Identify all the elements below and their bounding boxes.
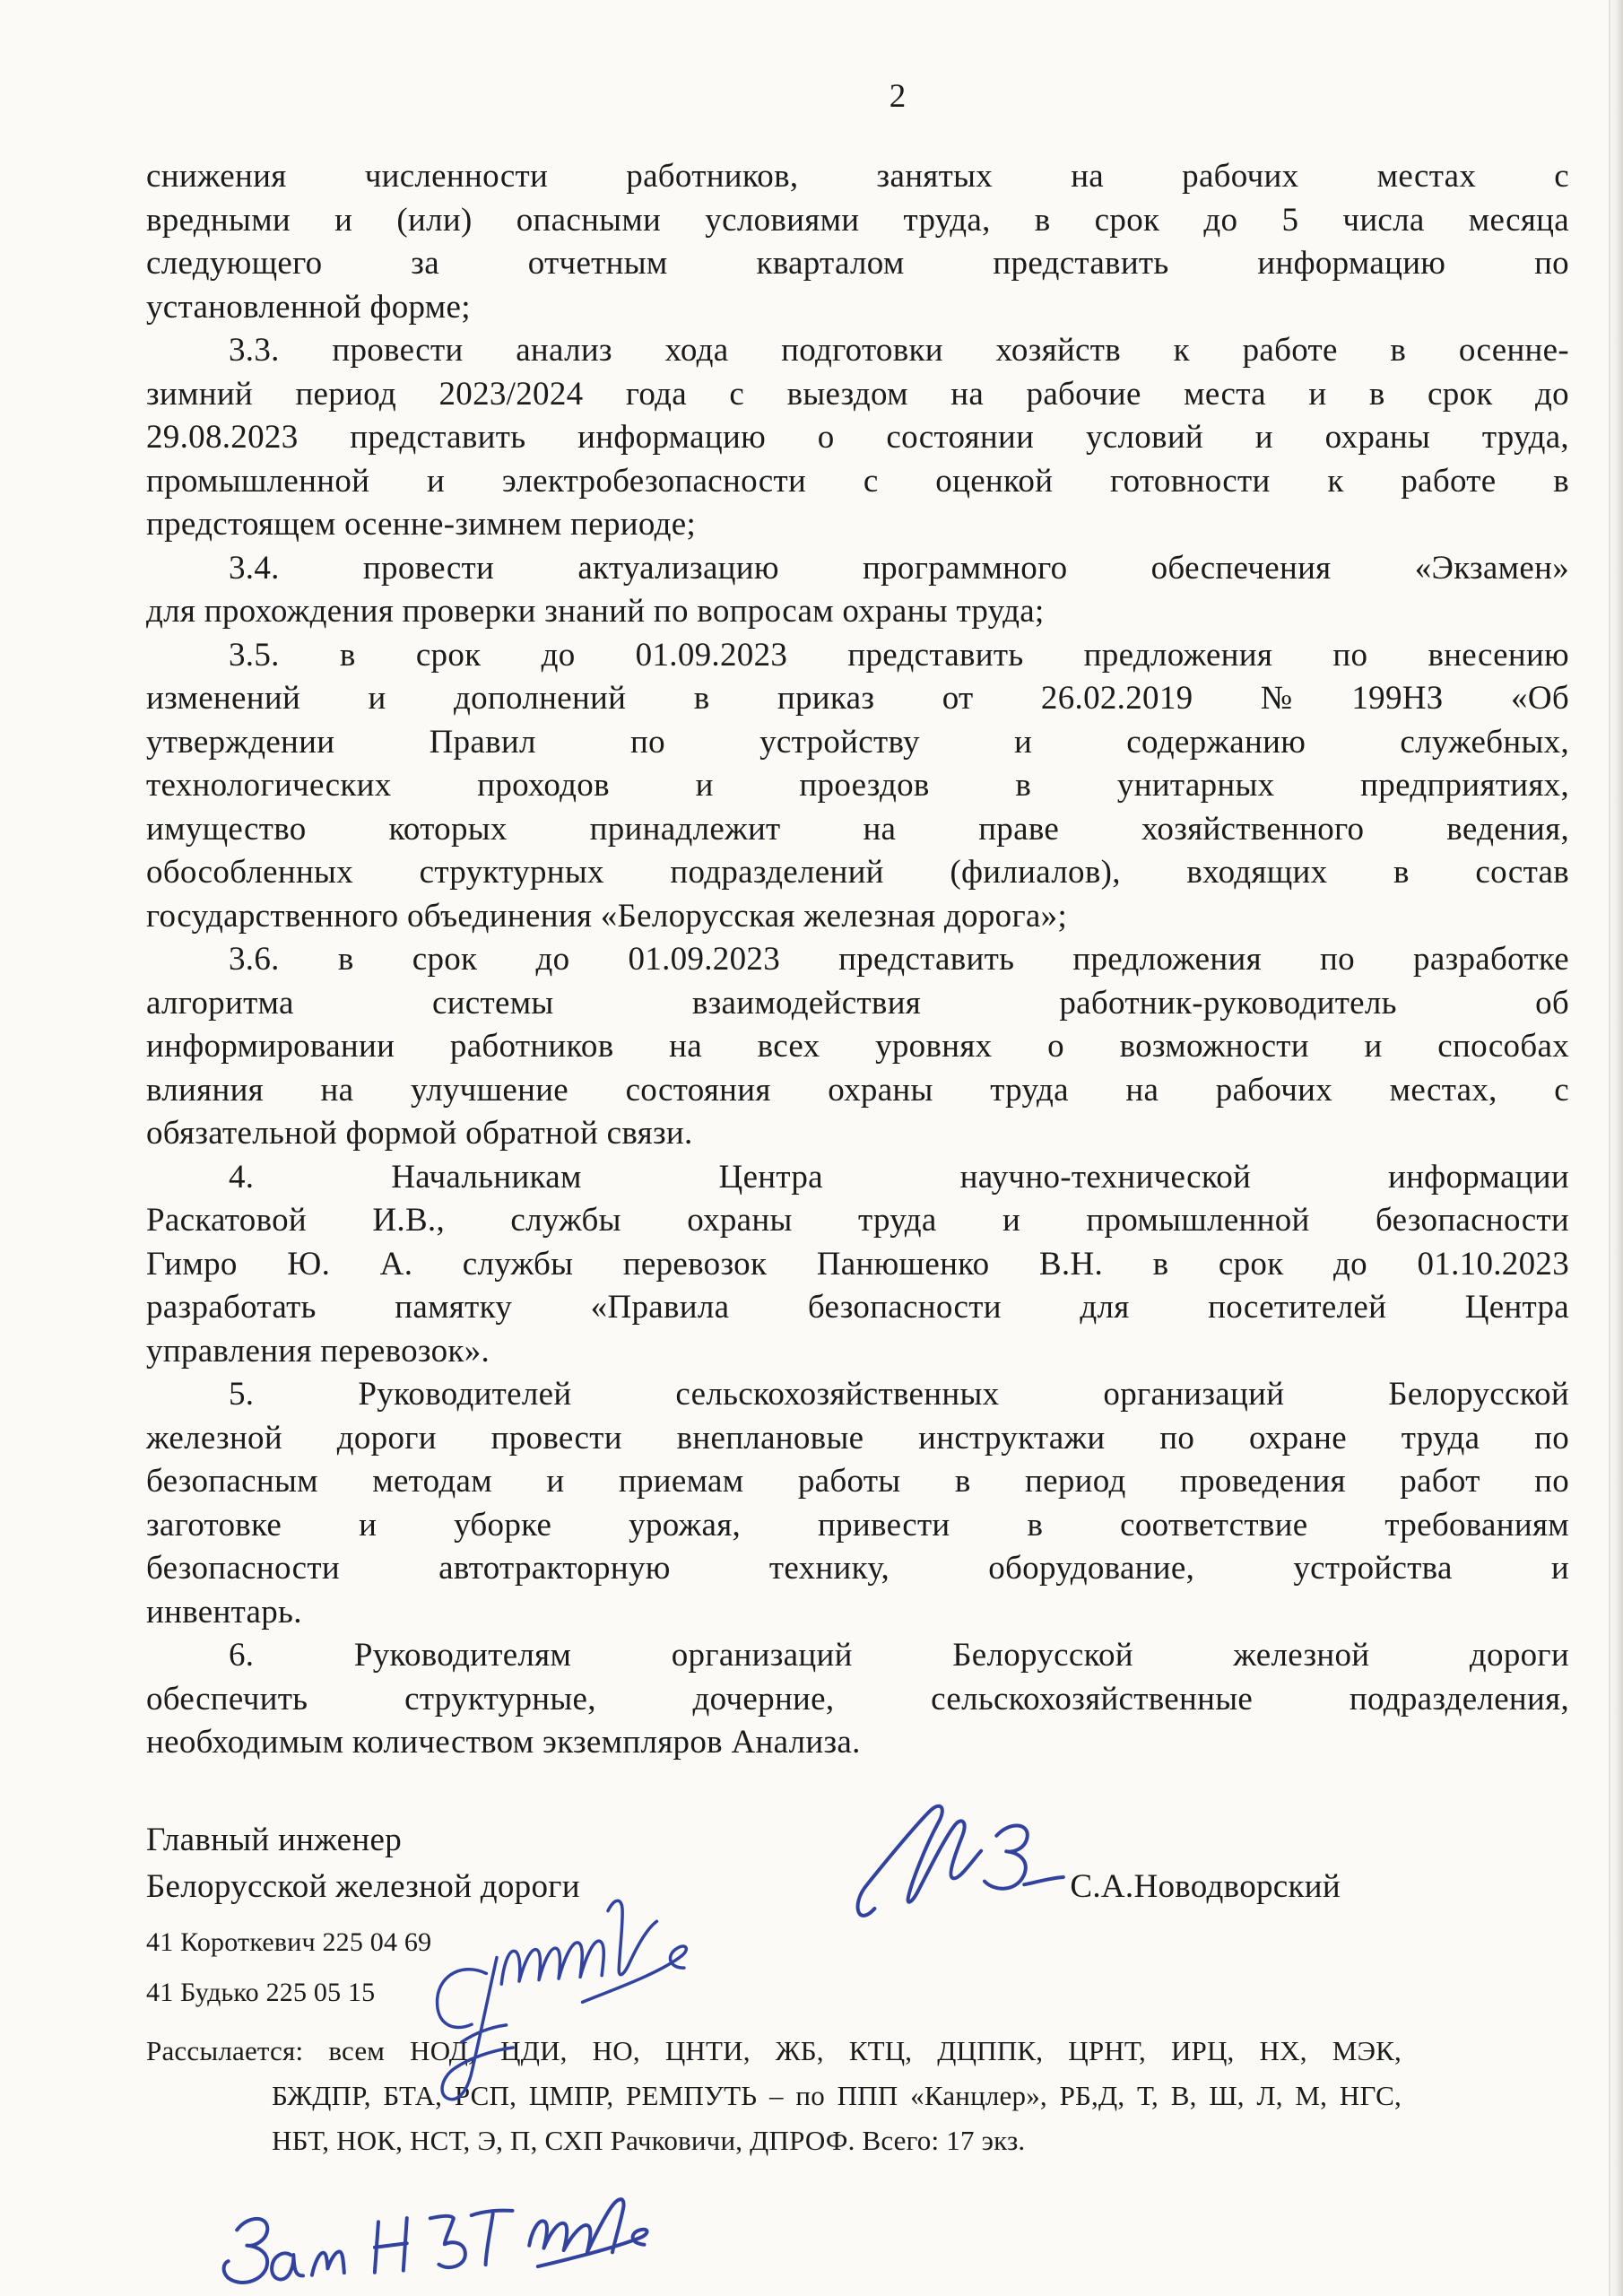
scan-edge-line xyxy=(1609,0,1610,2296)
body-line: промышленной и электробезопасности с оценкой готовности к работе в xyxy=(146,462,1569,500)
contact-line: 41 Короткевич 225 04 69 xyxy=(146,1926,432,1957)
body-line: зимний период 2023/2024 года с выездом на рабочие места и в срок до xyxy=(146,375,1569,413)
body-line: инвентарь. xyxy=(146,1593,302,1631)
body-line: обязательной формой обратной связи. xyxy=(146,1115,693,1152)
body-line: Раскатовой И.В., службы охраны труда и промышленной безопасности xyxy=(146,1202,1569,1239)
body-line: алгоритма системы взаимодействия работник-руководитель об xyxy=(146,984,1569,1022)
scan-edge-artifact xyxy=(1609,0,1623,2296)
body-line: для прохождения проверки знаний по вопросам охраны труда; xyxy=(146,593,1045,630)
distribution-line: БЖДПР, БТА, РСП, ЦМПР, РЕМПУТЬ – по ППП «Канцлер», РБ,Д, Т, В, Ш, Л, М, НГС, xyxy=(272,2079,1402,2111)
signature-block xyxy=(146,1817,1569,1910)
body-line: 4. Начальникам Центра научно-технической информации xyxy=(229,1158,1569,1196)
distribution-block xyxy=(146,2029,1402,2163)
body-line: необходимым количеством экземпляров Анализа. xyxy=(146,1724,861,1761)
body-line: вредными и (или) опасными условиями труда, в срок до 5 числа месяца xyxy=(146,201,1569,239)
document-content xyxy=(146,0,1569,2163)
signer-position-line-2: Белорусской железной дороги xyxy=(146,1867,580,1905)
signer-name: С.А.Новодворский xyxy=(1070,1867,1341,1905)
body-line: управления перевозок». xyxy=(146,1332,490,1370)
body-line: заготовке и уборке урожая, привести в соответствие требованиям xyxy=(146,1506,1569,1544)
body-line: железной дороги провести внеплановые инструктажи по охране труда по xyxy=(146,1419,1569,1457)
body-line: Гимро Ю. А. службы перевозок Панюшенко В.Н. в срок до 01.10.2023 xyxy=(146,1245,1569,1283)
body-line: утверждении Правил по устройству и содержанию служебных, xyxy=(146,723,1569,761)
body-line: изменений и дополнений в приказ от 26.02.2019 №199НЗ «Об xyxy=(146,680,1569,717)
body-line: 3.5. в срок до 01.09.2023 представить предложения по внесению xyxy=(229,636,1569,674)
body-line: снижения численности работников, занятых на рабочих местах с xyxy=(146,158,1569,195)
body-line: установленной форме; xyxy=(146,288,471,326)
body-line: обособленных структурных подразделений (филиалов), входящих в состав xyxy=(146,854,1569,891)
body-line: 3.3. провести анализ хода подготовки хозяйств к работе в осенне- xyxy=(229,332,1569,369)
body-line: влияния на улучшение состояния охраны труда на рабочих местах, с xyxy=(146,1071,1569,1109)
body-line: технологических проходов и проездов в унитарных предприятиях, xyxy=(146,767,1569,804)
body-line: 3.6. в срок до 01.09.2023 представить предложения по разработке xyxy=(229,941,1569,978)
body-line: предстоящем осенне-зимнем периоде; xyxy=(146,506,697,543)
contacts-block xyxy=(146,1918,1569,2018)
distribution-line: НБТ, НОК, НСТ, Э, П, СХП Рачковичи, ДПРОФ. Всего: 17 экз. xyxy=(272,2124,1026,2156)
handwritten-note-ink xyxy=(197,2150,672,2296)
body-line: государственного объединения «Белорусская железная дорога»; xyxy=(146,897,1068,935)
body-line: разработать памятку «Правила безопасности для посетителей Центра xyxy=(146,1289,1569,1326)
document-body xyxy=(146,155,1569,1765)
contact-line: 41 Будько 225 05 15 xyxy=(146,1977,376,2007)
distribution-line: Рассылается: всем НОД, ЦДИ, НО, ЦНТИ, ЖБ, КТЦ, ДЦППК, ЦРНТ, ИРЦ, НХ, МЭК, xyxy=(146,2034,1402,2066)
body-line: имущество которых принадлежит на праве хозяйственного ведения, xyxy=(146,810,1569,848)
body-line: 29.08.2023 представить информацию о состоянии условий и охраны труда, xyxy=(146,419,1569,456)
page-number: 2 xyxy=(889,78,907,115)
body-line: обеспечить структурные, дочерние, сельскохозяйственные подразделения, xyxy=(146,1680,1569,1718)
signer-position xyxy=(146,1817,580,1910)
body-line: 6. Руководителям организаций Белорусской железной дороги xyxy=(229,1637,1569,1674)
body-line: следующего за отчетным кварталом представить информацию по xyxy=(146,245,1569,282)
body-line: безопасным методам и приемам работы в период проведения работ по xyxy=(146,1463,1569,1500)
body-line: безопасности автотракторную технику, оборудование, устройства и xyxy=(146,1550,1569,1587)
body-line: информировании работников на всех уровнях о возможности и способах xyxy=(146,1028,1569,1065)
body-line: 5. Руководителей сельскохозяйственных организаций Белорусской xyxy=(229,1376,1569,1413)
signer-position-line-1: Главный инженер xyxy=(146,1821,402,1858)
body-line: 3.4. провести актуализацию программного обеспечения «Экзамен» xyxy=(229,549,1569,587)
